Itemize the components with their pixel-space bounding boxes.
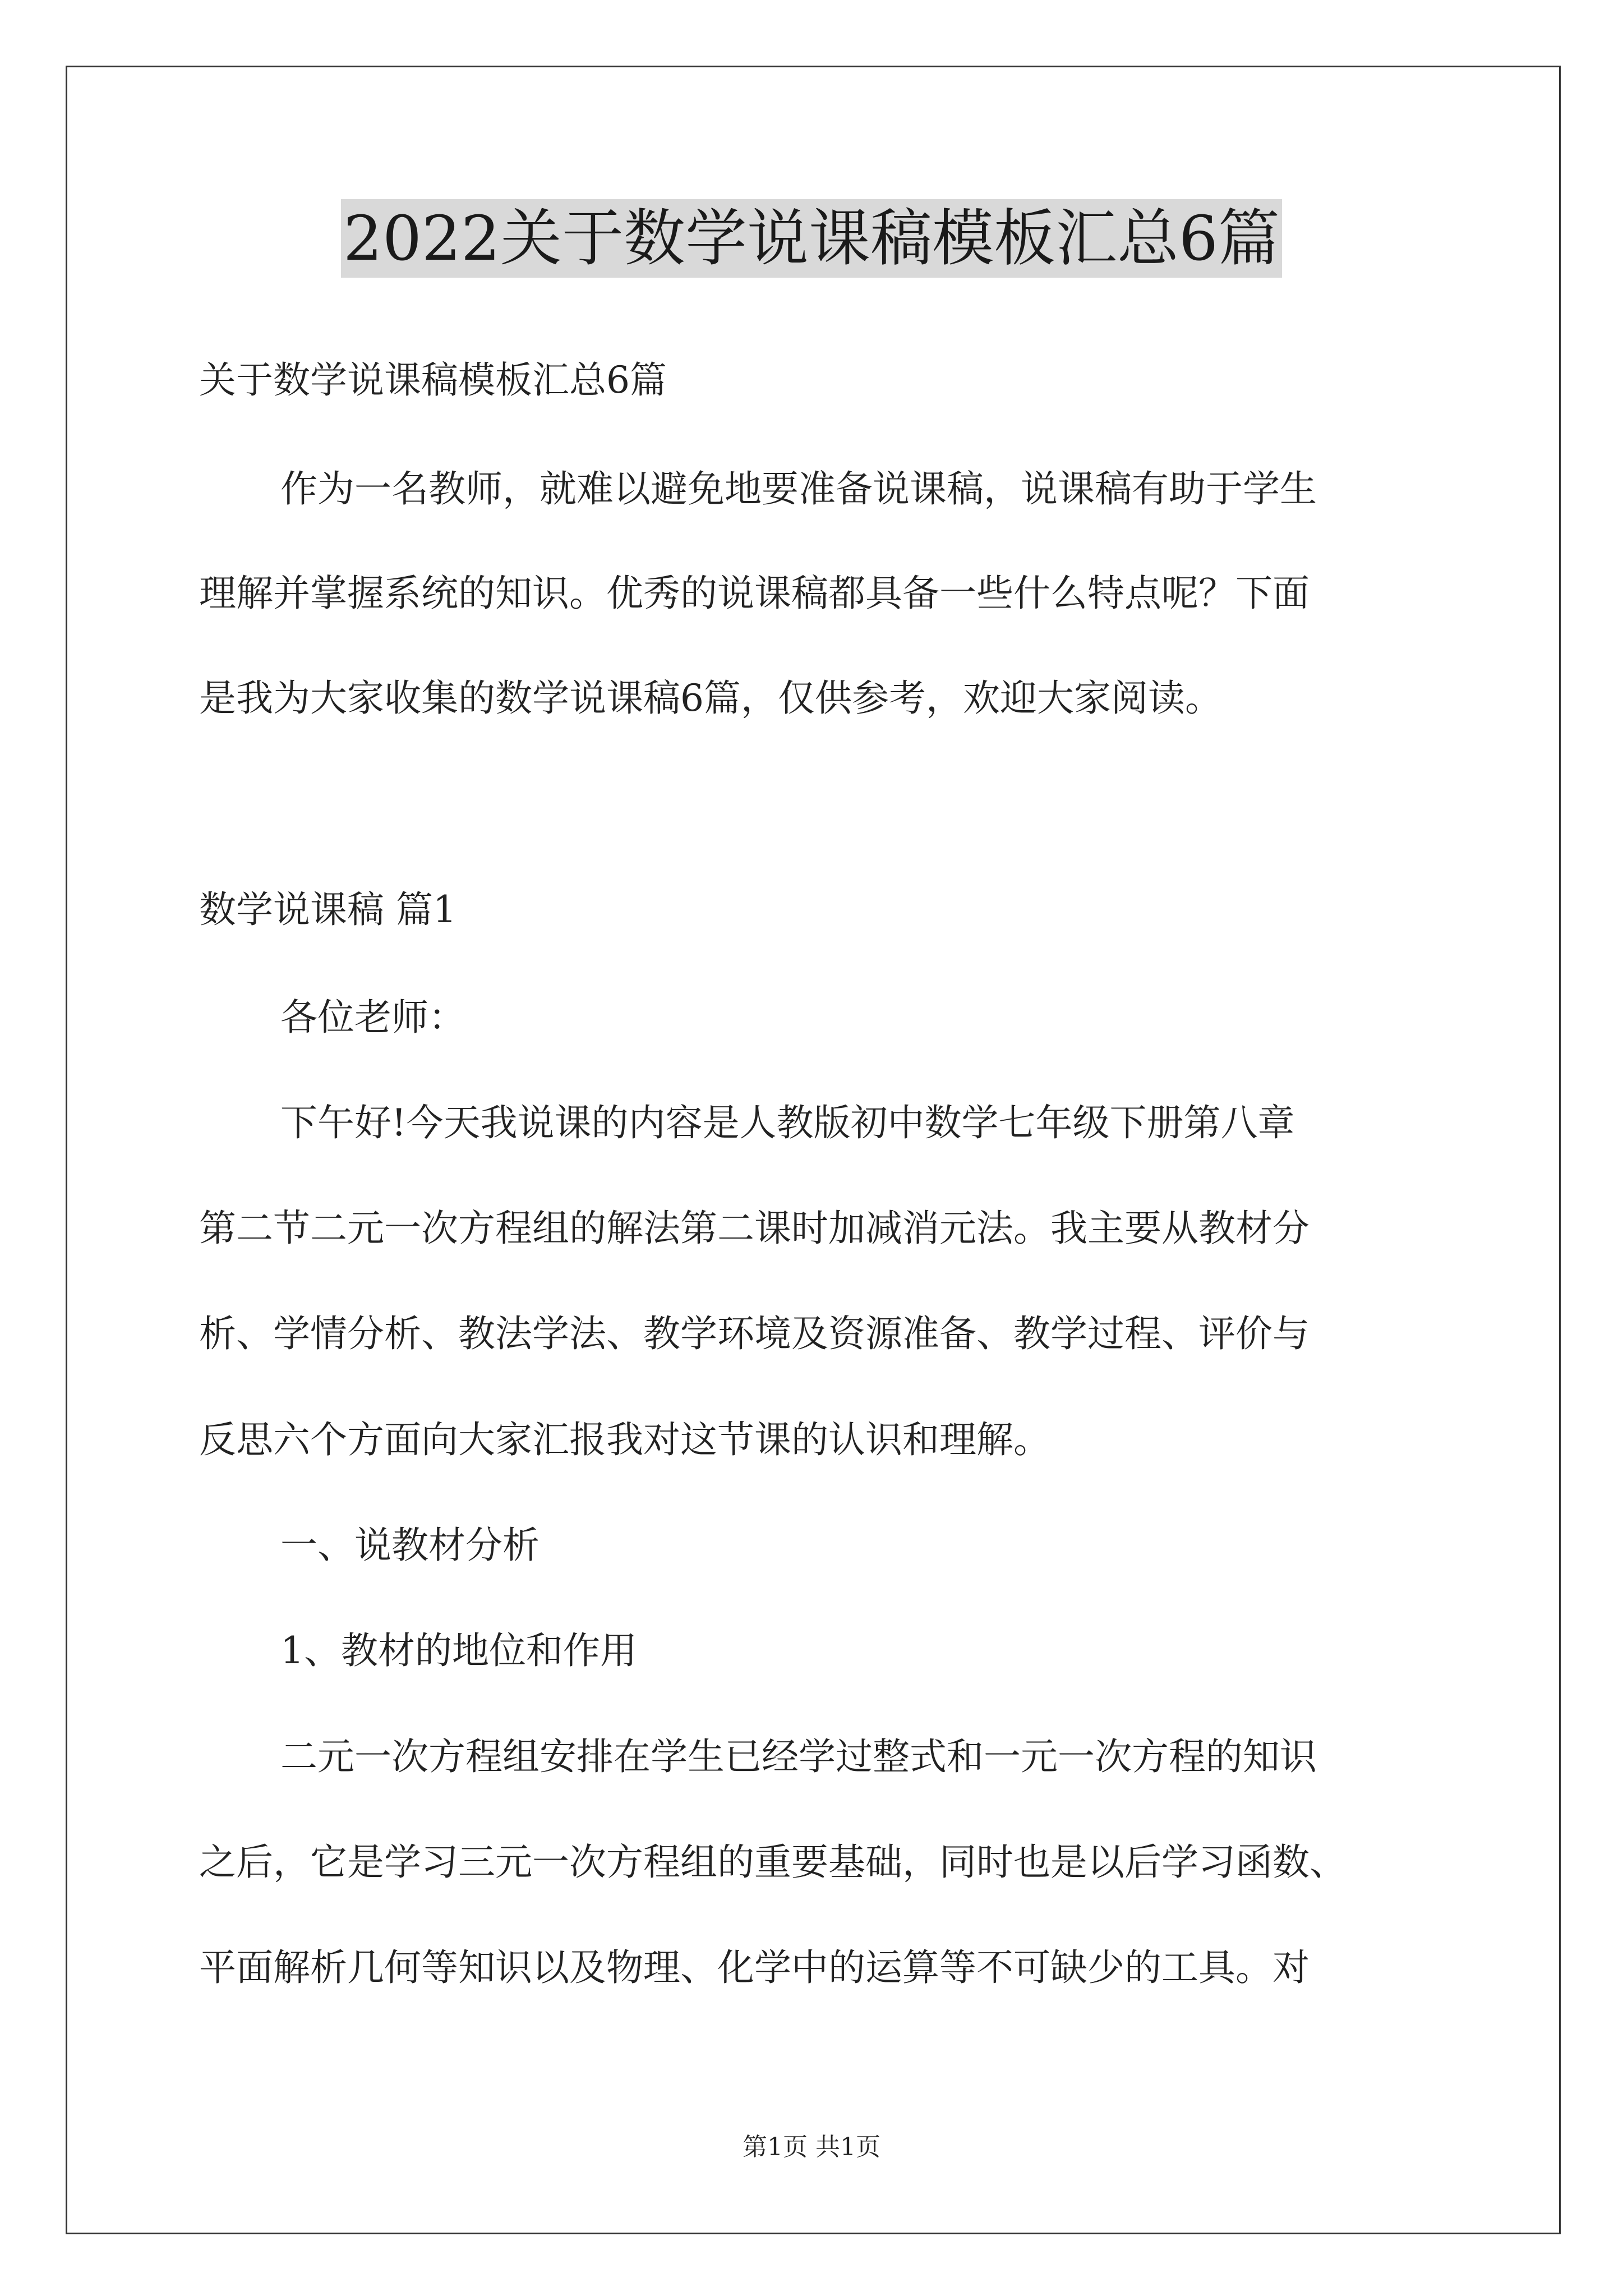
paragraph-line: 反思六个方面向大家汇报我对这节课的认识和理解。 <box>199 1418 1050 1461</box>
paragraph-line: 一、说教材分析 <box>280 1524 540 1567</box>
document-title: 2022关于数学说课稿模板汇总6篇 <box>341 199 1282 278</box>
paragraph-line: 平面解析几何等知识以及物理、化学中的运算等不可缺少的工具。对 <box>199 1946 1310 1989</box>
title-container <box>0 199 1623 278</box>
subtitle-line: 关于数学说课稿模板汇总6篇 <box>199 358 667 402</box>
section-heading: 数学说课稿 篇1 <box>199 888 457 931</box>
paragraph-line: 下午好!今天我说课的内容是人教版初中数学七年级下册第八章 <box>280 1101 1295 1144</box>
paragraph-line: 理解并掌握系统的知识。优秀的说课稿都具备一些什么特点呢？下面 <box>199 572 1310 615</box>
paragraph-line: 是我为大家收集的数学说课稿6篇，仅供参考，欢迎大家阅读。 <box>199 677 1222 720</box>
paragraph-line: 1、教材的地位和作用 <box>280 1629 637 1672</box>
paragraph-line: 作为一名教师，就难以避免地要准备说课稿，说课稿有助于学生 <box>280 467 1317 510</box>
paragraph-line: 析、学情分析、教法学法、教学环境及资源准备、教学过程、评价与 <box>199 1312 1310 1355</box>
paragraph-line: 第二节二元一次方程组的解法第二课时加减消元法。我主要从教材分 <box>199 1207 1310 1250</box>
paragraph-line: 各位老师： <box>280 996 465 1039</box>
page-footer: 第1页 共1页 <box>743 2133 880 2161</box>
paragraph-line: 之后，它是学习三元一次方程组的重要基础，同时也是以后学习函数、 <box>199 1841 1347 1884</box>
paragraph-line: 二元一次方程组安排在学生已经学过整式和一元一次方程的知识 <box>280 1735 1317 1778</box>
